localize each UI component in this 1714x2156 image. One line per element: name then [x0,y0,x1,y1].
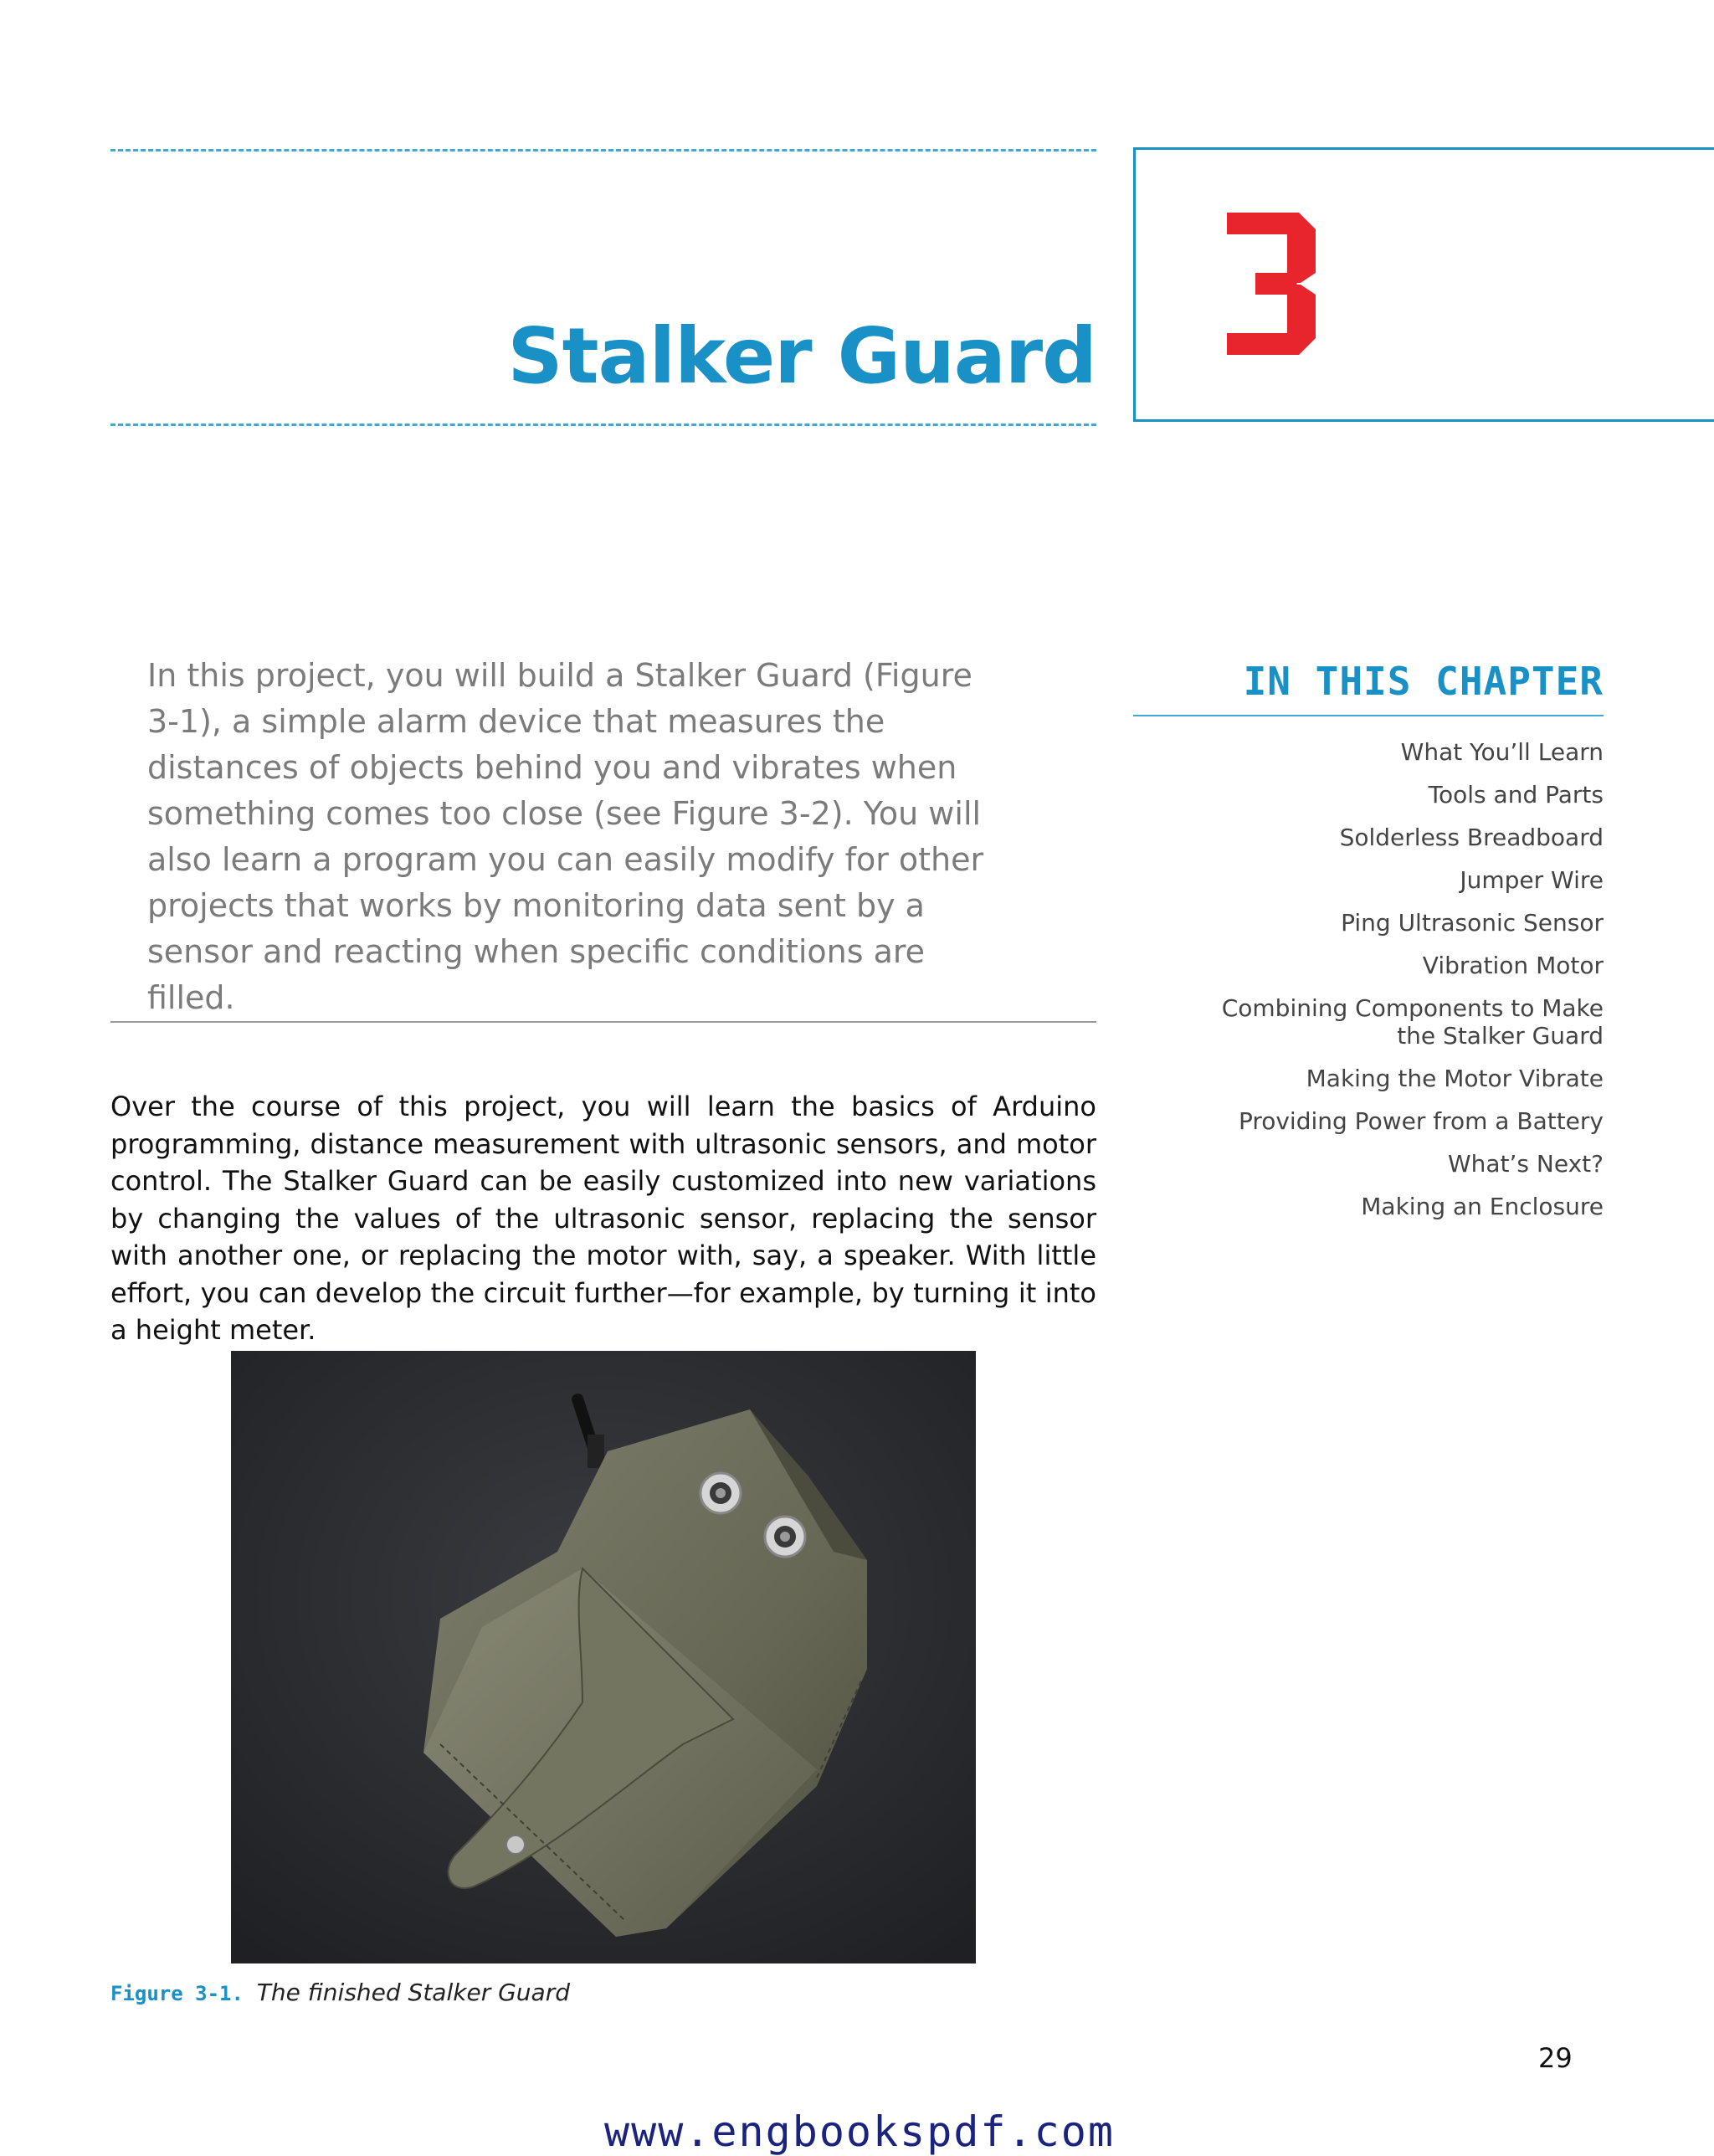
body-paragraph: Over the course of this project, you will learn the basics of Arduino programming, distance measurement with ultrasonic sensors, and motor control. The Stalker Guard can be easily customized into new variations by changing the values of the ultrasonic sensor, replacing the sensor with another one, or replacing the motor with, say, a speaker. With little effort, you can develop the circuit further—for example, by turning it into a height meter. [110,1091,1096,1346]
stencil-number-3 [1219,213,1316,355]
figure-label: Figure 3-1. [110,1982,244,2005]
toc-item[interactable]: What You’ll Learn [1400,738,1604,766]
toc-item[interactable]: Vibration Motor [1422,952,1604,979]
toc-item[interactable]: Making the Motor Vibrate [1306,1065,1604,1092]
toc-item[interactable]: What’s Next? [1447,1150,1604,1178]
toc-item[interactable]: Tools and Parts [1428,781,1604,808]
chapter-title: Stalker Guard [507,311,1096,401]
bottom-dashed-rule [110,424,1096,426]
toc-item[interactable]: Ping Ultrasonic Sensor [1341,909,1604,937]
toc-heading: IN THIS CHAPTER [1133,658,1604,716]
chapter-contents [1133,658,1604,1235]
figure-caption-text: The finished Stalker Guard [256,1979,570,2006]
figure-caption [110,1979,570,2006]
stalker-guard-illustration [231,1351,976,1964]
toc-item[interactable]: Making an Enclosure [1361,1193,1604,1220]
section-divider [110,1021,1096,1023]
page-number: 29 [1538,2042,1573,2074]
toc-item[interactable]: Combining Components to Make the Stalker Guard [1221,994,1604,1050]
toc-item[interactable]: Jumper Wire [1460,866,1604,894]
stalker-guard-photo [231,1351,976,1964]
toc-item[interactable]: Providing Power from a Battery [1238,1107,1604,1135]
chapter-number [1219,213,1316,355]
intro-paragraph: In this project, you will build a Stalker Guard (Figure 3-1), a simple alarm device that measures the distances of objects behind you and vibrates when something comes too close (see Figure 3-2). You will also learn a program you can easily modify for other projects that works by monitoring data sent by a sensor and reacting when specific conditions are filled. [147,657,984,1016]
toc-list [1133,738,1604,1220]
top-dashed-rule [110,149,1096,151]
toc-item[interactable]: Solderless Breadboard [1339,824,1604,851]
watermark-link[interactable]: www.engbookspdf.com [604,2107,1115,2156]
